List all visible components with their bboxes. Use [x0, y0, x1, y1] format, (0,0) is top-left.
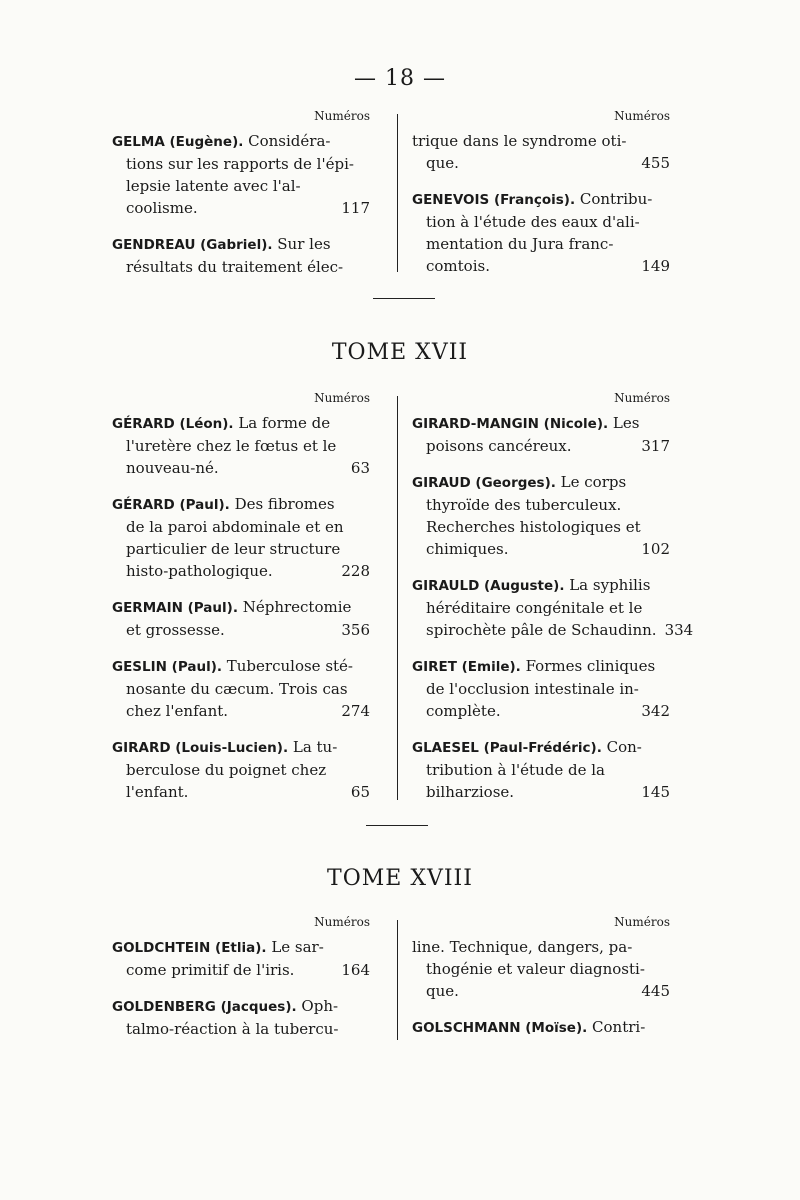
entry-line — [412, 188, 670, 211]
section-tome-18 — [112, 914, 682, 1054]
index-entry — [112, 233, 370, 278]
entry-line — [412, 233, 670, 255]
entry-number: 63 — [350, 459, 370, 477]
author-name: GIRAUD (Georges). — [412, 475, 556, 491]
entry-line — [412, 494, 670, 516]
index-entry — [112, 936, 370, 981]
entry-line — [412, 130, 670, 152]
entry-text: que. — [426, 982, 459, 1000]
column-divider — [397, 396, 398, 800]
entry-text: Néphrectomie — [237, 598, 352, 616]
column-divider — [397, 920, 398, 1040]
entry-line — [112, 736, 370, 759]
entry-text: Contribu- — [575, 190, 653, 208]
entry-line — [112, 175, 370, 197]
section-tome-17 — [112, 390, 694, 810]
tome-title: TOME XVII — [331, 340, 469, 365]
author-name: GIRARD-MANGIN (Nicole). — [412, 416, 609, 432]
index-entry — [412, 188, 670, 277]
entry-text: nosante du cæcum. Trois cas — [126, 680, 348, 698]
index-entry — [112, 736, 370, 803]
entry-line — [412, 678, 670, 700]
entry-text: comtois. — [426, 257, 490, 275]
entry-text: berculose du poignet chez — [126, 761, 327, 779]
index-entry — [412, 736, 670, 803]
entry-line — [112, 457, 370, 479]
entry-number: 356 — [341, 621, 370, 639]
section-continued — [112, 108, 682, 278]
author-name: GENDREAU (Gabriel). — [112, 237, 273, 253]
entry-number: 228 — [341, 562, 370, 580]
entry-line — [112, 412, 370, 435]
entry-line — [112, 516, 370, 538]
entry-line — [112, 596, 370, 619]
entry-text: complète. — [426, 702, 501, 720]
entry-line — [412, 655, 670, 678]
entry-number: 145 — [641, 783, 670, 801]
entry-text: La syphilis — [564, 576, 651, 594]
entry-line — [412, 412, 670, 435]
entry-line — [412, 211, 670, 233]
index-entry — [112, 130, 370, 219]
author-name: GIRAULD (Auguste). — [412, 578, 565, 594]
entry-line — [112, 435, 370, 457]
numeros-header: Numéros — [614, 915, 670, 929]
entry-text: Contri- — [587, 1018, 646, 1036]
entry-text: lepsie latente avec l'al- — [126, 177, 301, 195]
entry-text: line. Technique, dangers, pa- — [412, 938, 633, 956]
entry-text: Considéra- — [243, 132, 331, 150]
entry-text: coolisme. — [126, 199, 198, 217]
entry-text: talmo-réaction à la tubercu- — [126, 1020, 339, 1038]
entry-text: Con- — [601, 738, 642, 756]
index-entry — [112, 596, 370, 641]
entry-text: trique dans le syndrome oti- — [412, 132, 627, 150]
entry-line — [412, 471, 670, 494]
entry-text: de l'occlusion intestinale in- — [426, 680, 639, 698]
entry-number: 164 — [341, 961, 370, 979]
entry-line — [112, 130, 370, 153]
entry-number: 117 — [341, 199, 370, 217]
entry-line — [112, 1018, 370, 1040]
entry-text: Le sar- — [266, 938, 324, 956]
entry-text: Recherches histologiques et — [426, 518, 641, 536]
entry-line — [412, 1016, 670, 1039]
separator-rule — [373, 298, 435, 299]
entry-line — [112, 759, 370, 781]
entry-text: résultats du traitement élec- — [126, 258, 344, 276]
entry-line — [112, 678, 370, 700]
entry-text: thyroïde des tuberculeux. — [426, 496, 622, 514]
left-column — [112, 390, 370, 817]
separator-rule — [366, 825, 428, 826]
entry-line — [112, 233, 370, 256]
author-name: GERMAIN (Paul). — [112, 600, 238, 616]
index-entry — [112, 493, 370, 582]
entry-line — [112, 560, 370, 582]
author-name: GENEVOIS (François). — [412, 192, 576, 208]
entry-line — [112, 959, 370, 981]
entry-text: chez l'enfant. — [126, 702, 229, 720]
entry-number: 342 — [641, 702, 670, 720]
entry-text: de la paroi abdominale et en — [126, 518, 344, 536]
index-entry — [412, 574, 694, 641]
entry-line — [112, 538, 370, 560]
entry-text: spirochète pâle de Schaudinn. — [426, 621, 657, 639]
entry-text: tion à l'étude des eaux d'ali- — [426, 213, 640, 231]
author-name: GLAESEL (Paul-Frédéric). — [412, 740, 602, 756]
entry-text: histo-pathologique. — [126, 562, 273, 580]
entry-line — [112, 700, 370, 722]
entry-line — [412, 781, 670, 803]
entry-line — [412, 574, 670, 597]
entry-line — [412, 152, 670, 174]
entry-text: tribution à l'étude de la — [426, 761, 605, 779]
column-divider — [397, 114, 398, 272]
entry-line — [112, 619, 370, 641]
entry-text: Oph- — [296, 997, 339, 1015]
entry-text: bilharziose. — [426, 783, 515, 801]
entry-text: l'uretère chez le fœtus et le — [126, 437, 337, 455]
entry-text: Tuberculose sté- — [222, 657, 353, 675]
right-column — [412, 108, 670, 291]
entry-text: et grossesse. — [126, 621, 225, 639]
tome-title: TOME XVIII — [327, 866, 473, 891]
entry-number: 65 — [350, 783, 370, 801]
entry-text: nouveau-né. — [126, 459, 219, 477]
author-name: GESLIN (Paul). — [112, 659, 222, 675]
entry-text: Les — [608, 414, 640, 432]
entry-text: thogénie et valeur diagnosti- — [426, 960, 645, 978]
entry-line — [112, 995, 370, 1018]
author-name: GELMA (Eugène). — [112, 134, 244, 150]
entry-number: 317 — [641, 437, 670, 455]
numeros-header: Numéros — [314, 391, 370, 405]
entry-number: 274 — [341, 702, 370, 720]
author-name: GOLSCHMANN (Moïse). — [412, 1020, 588, 1036]
entry-text: come primitif de l'iris. — [126, 961, 295, 979]
index-entry — [412, 130, 670, 174]
entry-text: poisons cancéreux. — [426, 437, 572, 455]
entry-number: 455 — [641, 154, 670, 172]
entry-number: 149 — [641, 257, 670, 275]
entry-line — [412, 516, 670, 538]
index-entry — [412, 655, 670, 722]
index-entry — [112, 412, 370, 479]
entry-line — [112, 936, 370, 959]
entry-number: 445 — [641, 982, 670, 1000]
entry-line — [412, 435, 670, 457]
entry-text: Sur les — [272, 235, 331, 253]
entry-text: chimiques. — [426, 540, 509, 558]
entry-text: tions sur les rapports de l'épi- — [126, 155, 354, 173]
entry-line — [412, 619, 694, 641]
numeros-header: Numéros — [314, 109, 370, 123]
entry-line — [412, 958, 670, 980]
page-number: — 18 — — [354, 66, 446, 91]
entry-line — [412, 597, 670, 619]
entry-line — [112, 153, 370, 175]
numeros-header: Numéros — [614, 391, 670, 405]
author-name: GOLDCHTEIN (Etlia). — [112, 940, 267, 956]
left-column — [112, 108, 370, 292]
author-name: GÉRARD (Léon). — [112, 416, 234, 432]
entry-number: 102 — [641, 540, 670, 558]
entry-text: Formes cliniques — [520, 657, 656, 675]
entry-line — [412, 538, 670, 560]
entry-text: La forme de — [233, 414, 331, 432]
numeros-header: Numéros — [314, 915, 370, 929]
entry-line — [412, 736, 670, 759]
author-name: GÉRARD (Paul). — [112, 497, 230, 513]
entry-text: Le corps — [555, 473, 627, 491]
entry-line — [412, 980, 670, 1002]
index-entry — [412, 1016, 670, 1039]
entry-text: La tu- — [288, 738, 338, 756]
left-column — [112, 914, 370, 1054]
right-column — [412, 390, 694, 817]
index-entry — [112, 995, 370, 1040]
entry-text: Des fibromes — [229, 495, 335, 513]
right-column — [412, 914, 670, 1053]
entry-line — [112, 655, 370, 678]
entry-text: que. — [426, 154, 459, 172]
author-name: GIRARD (Louis-Lucien). — [112, 740, 289, 756]
index-entry — [412, 471, 670, 560]
entry-line — [112, 781, 370, 803]
numeros-header: Numéros — [614, 109, 670, 123]
entry-line — [112, 493, 370, 516]
entry-line — [412, 759, 670, 781]
author-name: GIRET (Emile). — [412, 659, 521, 675]
entry-text: mentation du Jura franc- — [426, 235, 614, 253]
entry-line — [112, 197, 370, 219]
entry-text: particulier de leur structure — [126, 540, 341, 558]
entry-text: héréditaire congénitale et le — [426, 599, 643, 617]
entry-line — [412, 700, 670, 722]
index-entry — [412, 936, 670, 1002]
entry-line — [112, 256, 370, 278]
entry-text: l'enfant. — [126, 783, 189, 801]
entry-line — [412, 255, 670, 277]
index-entry — [112, 655, 370, 722]
author-name: GOLDENBERG (Jacques). — [112, 999, 297, 1015]
entry-number: 334 — [664, 621, 694, 639]
index-entry — [412, 412, 670, 457]
entry-line — [412, 936, 670, 958]
